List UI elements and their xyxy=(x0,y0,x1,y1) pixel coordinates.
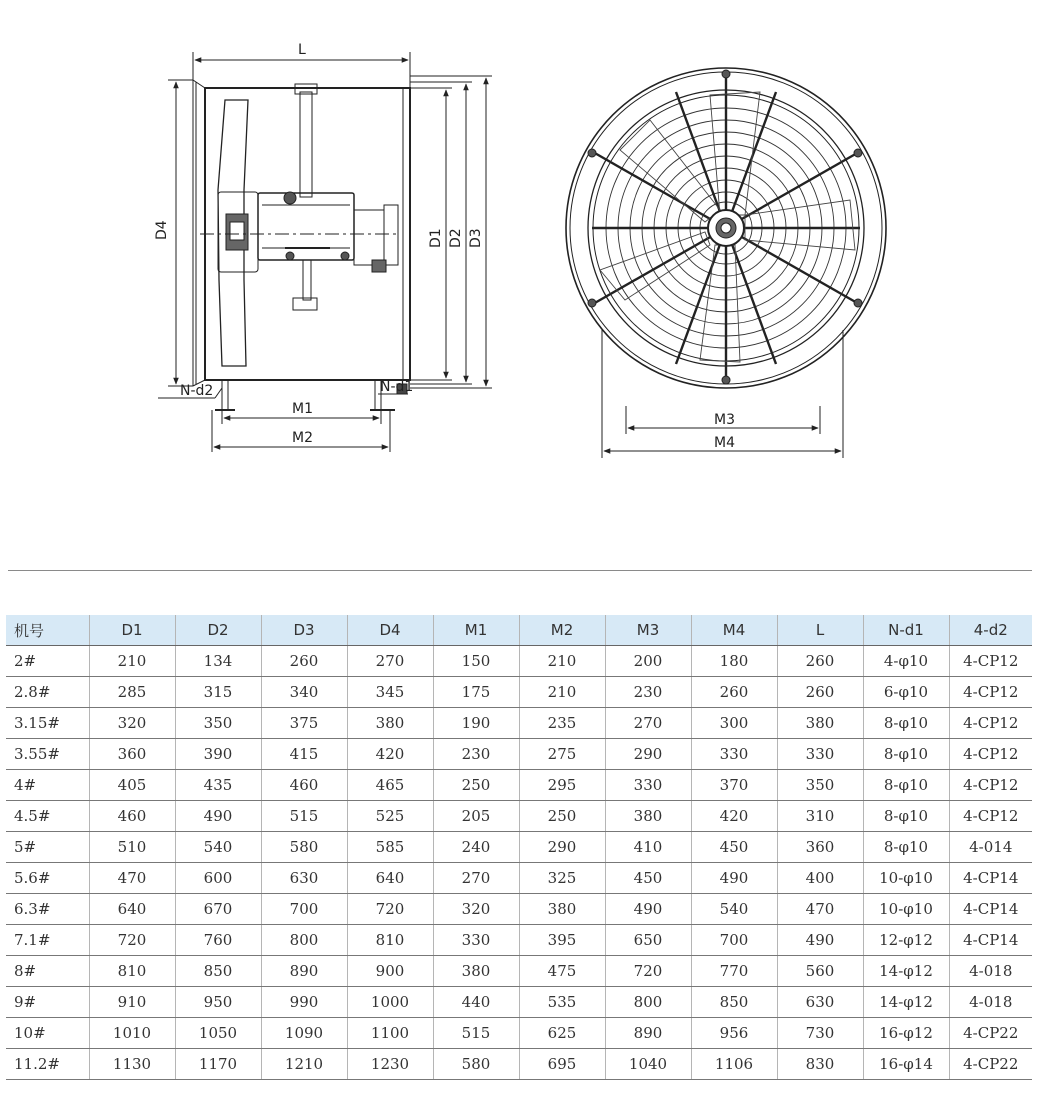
table-header-row xyxy=(6,615,1032,646)
table-cell: 720 xyxy=(347,894,433,925)
table-cell: 210 xyxy=(519,646,605,677)
table-cell: 850 xyxy=(691,987,777,1018)
label-D2: D2 xyxy=(448,228,464,248)
table-cell: 770 xyxy=(691,956,777,987)
table-cell: 5# xyxy=(6,832,89,863)
table-cell: 525 xyxy=(347,801,433,832)
table-cell: 10# xyxy=(6,1018,89,1049)
table-cell: 8-φ10 xyxy=(863,708,949,739)
table-cell: 260 xyxy=(261,646,347,677)
table-cell: 210 xyxy=(519,677,605,708)
table-cell: 290 xyxy=(605,739,691,770)
table-cell: 625 xyxy=(519,1018,605,1049)
table-cell: 370 xyxy=(691,770,777,801)
table-cell: 510 xyxy=(89,832,175,863)
table-cell: 4-CP22 xyxy=(949,1049,1032,1080)
table-row xyxy=(6,677,1032,708)
table-cell: 670 xyxy=(175,894,261,925)
table-cell: 1100 xyxy=(347,1018,433,1049)
table-cell: 460 xyxy=(89,801,175,832)
table-row xyxy=(6,1018,1032,1049)
table-cell: 4-CP12 xyxy=(949,646,1032,677)
table-row xyxy=(6,646,1032,677)
table-cell: 630 xyxy=(777,987,863,1018)
column-header: 4-d2 xyxy=(949,615,1032,646)
table-cell: 325 xyxy=(519,863,605,894)
table-cell: 260 xyxy=(777,677,863,708)
label-D3: D3 xyxy=(468,228,484,248)
table-cell: 270 xyxy=(433,863,519,894)
dimension-table xyxy=(6,615,1032,1080)
table-cell: 320 xyxy=(89,708,175,739)
table-cell: 910 xyxy=(89,987,175,1018)
table-cell: 415 xyxy=(261,739,347,770)
table-cell: 350 xyxy=(175,708,261,739)
table-cell: 205 xyxy=(433,801,519,832)
table-cell: 1040 xyxy=(605,1049,691,1080)
table-cell: 440 xyxy=(433,987,519,1018)
label-M4: M4 xyxy=(714,435,735,451)
table-cell: 470 xyxy=(89,863,175,894)
table-cell: 700 xyxy=(691,925,777,956)
table-cell: 540 xyxy=(691,894,777,925)
table-cell: 250 xyxy=(519,801,605,832)
table-cell: 240 xyxy=(433,832,519,863)
table-cell: 4# xyxy=(6,770,89,801)
table-cell: 435 xyxy=(175,770,261,801)
table-cell: 800 xyxy=(261,925,347,956)
table-cell: 330 xyxy=(777,739,863,770)
table-cell: 700 xyxy=(261,894,347,925)
table-cell: 3.55# xyxy=(6,739,89,770)
table-cell: 4-CP14 xyxy=(949,863,1032,894)
table-cell: 270 xyxy=(605,708,691,739)
table-cell: 450 xyxy=(691,832,777,863)
table-cell: 420 xyxy=(691,801,777,832)
table-cell: 375 xyxy=(261,708,347,739)
table-cell: 1000 xyxy=(347,987,433,1018)
table-cell: 270 xyxy=(347,646,433,677)
fan-technical-drawing xyxy=(0,0,1042,500)
table-cell: 6-φ10 xyxy=(863,677,949,708)
table-row xyxy=(6,708,1032,739)
table-cell: 4-CP12 xyxy=(949,770,1032,801)
table-cell: 300 xyxy=(691,708,777,739)
table-cell: 290 xyxy=(519,832,605,863)
table-cell: 310 xyxy=(777,801,863,832)
table-cell: 8-φ10 xyxy=(863,739,949,770)
label-M3: M3 xyxy=(714,412,735,428)
table-cell: 7.1# xyxy=(6,925,89,956)
table-row xyxy=(6,739,1032,770)
table-cell: 380 xyxy=(347,708,433,739)
column-header: D4 xyxy=(347,615,433,646)
column-header: N-d1 xyxy=(863,615,949,646)
table-cell: 150 xyxy=(433,646,519,677)
table-cell: 490 xyxy=(175,801,261,832)
table-cell: 4-CP12 xyxy=(949,801,1032,832)
table-cell: 1090 xyxy=(261,1018,347,1049)
table-row xyxy=(6,956,1032,987)
table-cell: 1130 xyxy=(89,1049,175,1080)
table-cell: 16-φ12 xyxy=(863,1018,949,1049)
table-cell: 420 xyxy=(347,739,433,770)
table-row xyxy=(6,987,1032,1018)
table-cell: 210 xyxy=(89,646,175,677)
table-cell: 640 xyxy=(89,894,175,925)
label-L: L xyxy=(298,42,306,58)
table-cell: 515 xyxy=(261,801,347,832)
table-row xyxy=(6,770,1032,801)
table-cell: 134 xyxy=(175,646,261,677)
table-cell: 6.3# xyxy=(6,894,89,925)
table-cell: 4-φ10 xyxy=(863,646,949,677)
table-cell: 4-CP12 xyxy=(949,708,1032,739)
table-cell: 535 xyxy=(519,987,605,1018)
table-cell: 4-CP22 xyxy=(949,1018,1032,1049)
table-cell: 1010 xyxy=(89,1018,175,1049)
table-cell: 800 xyxy=(605,987,691,1018)
table-cell: 4-014 xyxy=(949,832,1032,863)
table-cell: 1210 xyxy=(261,1049,347,1080)
motor xyxy=(258,193,354,260)
table-cell: 2.8# xyxy=(6,677,89,708)
table-cell: 380 xyxy=(433,956,519,987)
table-cell: 330 xyxy=(433,925,519,956)
table-cell: 4-CP12 xyxy=(949,739,1032,770)
table-cell: 320 xyxy=(433,894,519,925)
column-header: D1 xyxy=(89,615,175,646)
table-row xyxy=(6,925,1032,956)
table-cell: 345 xyxy=(347,677,433,708)
table-cell: 14-φ12 xyxy=(863,956,949,987)
table-cell: 360 xyxy=(89,739,175,770)
table-cell: 10-φ10 xyxy=(863,894,949,925)
table-cell: 330 xyxy=(605,770,691,801)
table-cell: 695 xyxy=(519,1049,605,1080)
table-cell: 275 xyxy=(519,739,605,770)
table-row xyxy=(6,894,1032,925)
table-row xyxy=(6,1049,1032,1080)
table-cell: 1050 xyxy=(175,1018,261,1049)
table-cell: 470 xyxy=(777,894,863,925)
table-cell: 11.2# xyxy=(6,1049,89,1080)
table-cell: 260 xyxy=(691,677,777,708)
column-header: 机号 xyxy=(6,615,89,646)
table-cell: 410 xyxy=(605,832,691,863)
label-M1: M1 xyxy=(292,401,313,417)
table-cell: 380 xyxy=(519,894,605,925)
table-cell: 760 xyxy=(175,925,261,956)
table-cell: 956 xyxy=(691,1018,777,1049)
table-cell: 580 xyxy=(261,832,347,863)
table-cell: 190 xyxy=(433,708,519,739)
label-D4: D4 xyxy=(154,220,170,240)
label-N-d2: N-d2 xyxy=(180,383,214,399)
table-cell: 360 xyxy=(777,832,863,863)
table-cell: 235 xyxy=(519,708,605,739)
table-row xyxy=(6,832,1032,863)
table-cell: 330 xyxy=(691,739,777,770)
column-header: M1 xyxy=(433,615,519,646)
table-cell: 540 xyxy=(175,832,261,863)
table-cell: 450 xyxy=(605,863,691,894)
column-header: D2 xyxy=(175,615,261,646)
front-view xyxy=(566,68,886,388)
table-cell: 890 xyxy=(261,956,347,987)
table-cell: 1106 xyxy=(691,1049,777,1080)
table-cell: 230 xyxy=(605,677,691,708)
table-cell: 175 xyxy=(433,677,519,708)
table-cell: 16-φ14 xyxy=(863,1049,949,1080)
table-cell: 640 xyxy=(347,863,433,894)
table-cell: 515 xyxy=(433,1018,519,1049)
table-cell: 8-φ10 xyxy=(863,832,949,863)
table-cell: 250 xyxy=(433,770,519,801)
table-cell: 4-018 xyxy=(949,987,1032,1018)
table-cell: 890 xyxy=(605,1018,691,1049)
table-cell: 400 xyxy=(777,863,863,894)
table-cell: 580 xyxy=(433,1049,519,1080)
table-cell: 315 xyxy=(175,677,261,708)
table-cell: 380 xyxy=(777,708,863,739)
side-view xyxy=(193,80,410,410)
table-cell: 990 xyxy=(261,987,347,1018)
table-cell: 490 xyxy=(777,925,863,956)
table-cell: 350 xyxy=(777,770,863,801)
table-cell: 395 xyxy=(519,925,605,956)
table-cell: 850 xyxy=(175,956,261,987)
table-cell: 295 xyxy=(519,770,605,801)
table-cell: 730 xyxy=(777,1018,863,1049)
column-header: M3 xyxy=(605,615,691,646)
table-cell: 8# xyxy=(6,956,89,987)
table-cell: 9# xyxy=(6,987,89,1018)
table-cell: 630 xyxy=(261,863,347,894)
table-cell: 4-CP12 xyxy=(949,677,1032,708)
table-cell: 4-CP14 xyxy=(949,925,1032,956)
table-cell: 12-φ12 xyxy=(863,925,949,956)
table-cell: 230 xyxy=(433,739,519,770)
table-cell: 260 xyxy=(777,646,863,677)
table-cell: 2# xyxy=(6,646,89,677)
table-cell: 650 xyxy=(605,925,691,956)
table-cell: 1170 xyxy=(175,1049,261,1080)
table-cell: 950 xyxy=(175,987,261,1018)
label-N-d1: N-d1 xyxy=(380,379,414,395)
table-row xyxy=(6,863,1032,894)
table-cell: 380 xyxy=(605,801,691,832)
table-cell: 830 xyxy=(777,1049,863,1080)
table-cell: 8-φ10 xyxy=(863,801,949,832)
table-cell: 560 xyxy=(777,956,863,987)
table-cell: 600 xyxy=(175,863,261,894)
column-header: M2 xyxy=(519,615,605,646)
column-header: L xyxy=(777,615,863,646)
column-header: M4 xyxy=(691,615,777,646)
table-cell: 4-018 xyxy=(949,956,1032,987)
table-cell: 405 xyxy=(89,770,175,801)
column-header: D3 xyxy=(261,615,347,646)
table-cell: 490 xyxy=(605,894,691,925)
table-cell: 490 xyxy=(691,863,777,894)
table-cell: 180 xyxy=(691,646,777,677)
table-cell: 340 xyxy=(261,677,347,708)
table-cell: 900 xyxy=(347,956,433,987)
table-row xyxy=(6,801,1032,832)
table-cell: 285 xyxy=(89,677,175,708)
table-cell: 4-CP14 xyxy=(949,894,1032,925)
table-cell: 3.15# xyxy=(6,708,89,739)
table-cell: 460 xyxy=(261,770,347,801)
label-D1: D1 xyxy=(428,228,444,248)
table-cell: 8-φ10 xyxy=(863,770,949,801)
table-cell: 14-φ12 xyxy=(863,987,949,1018)
table-cell: 465 xyxy=(347,770,433,801)
table-cell: 1230 xyxy=(347,1049,433,1080)
table-cell: 200 xyxy=(605,646,691,677)
table-cell: 390 xyxy=(175,739,261,770)
table-cell: 585 xyxy=(347,832,433,863)
table-cell: 475 xyxy=(519,956,605,987)
table-cell: 810 xyxy=(347,925,433,956)
label-M2: M2 xyxy=(292,430,313,446)
table-cell: 5.6# xyxy=(6,863,89,894)
table-cell: 810 xyxy=(89,956,175,987)
table-cell: 4.5# xyxy=(6,801,89,832)
table-cell: 720 xyxy=(89,925,175,956)
table-cell: 10-φ10 xyxy=(863,863,949,894)
section-divider xyxy=(8,570,1032,571)
table-cell: 720 xyxy=(605,956,691,987)
table-body xyxy=(6,646,1032,1080)
